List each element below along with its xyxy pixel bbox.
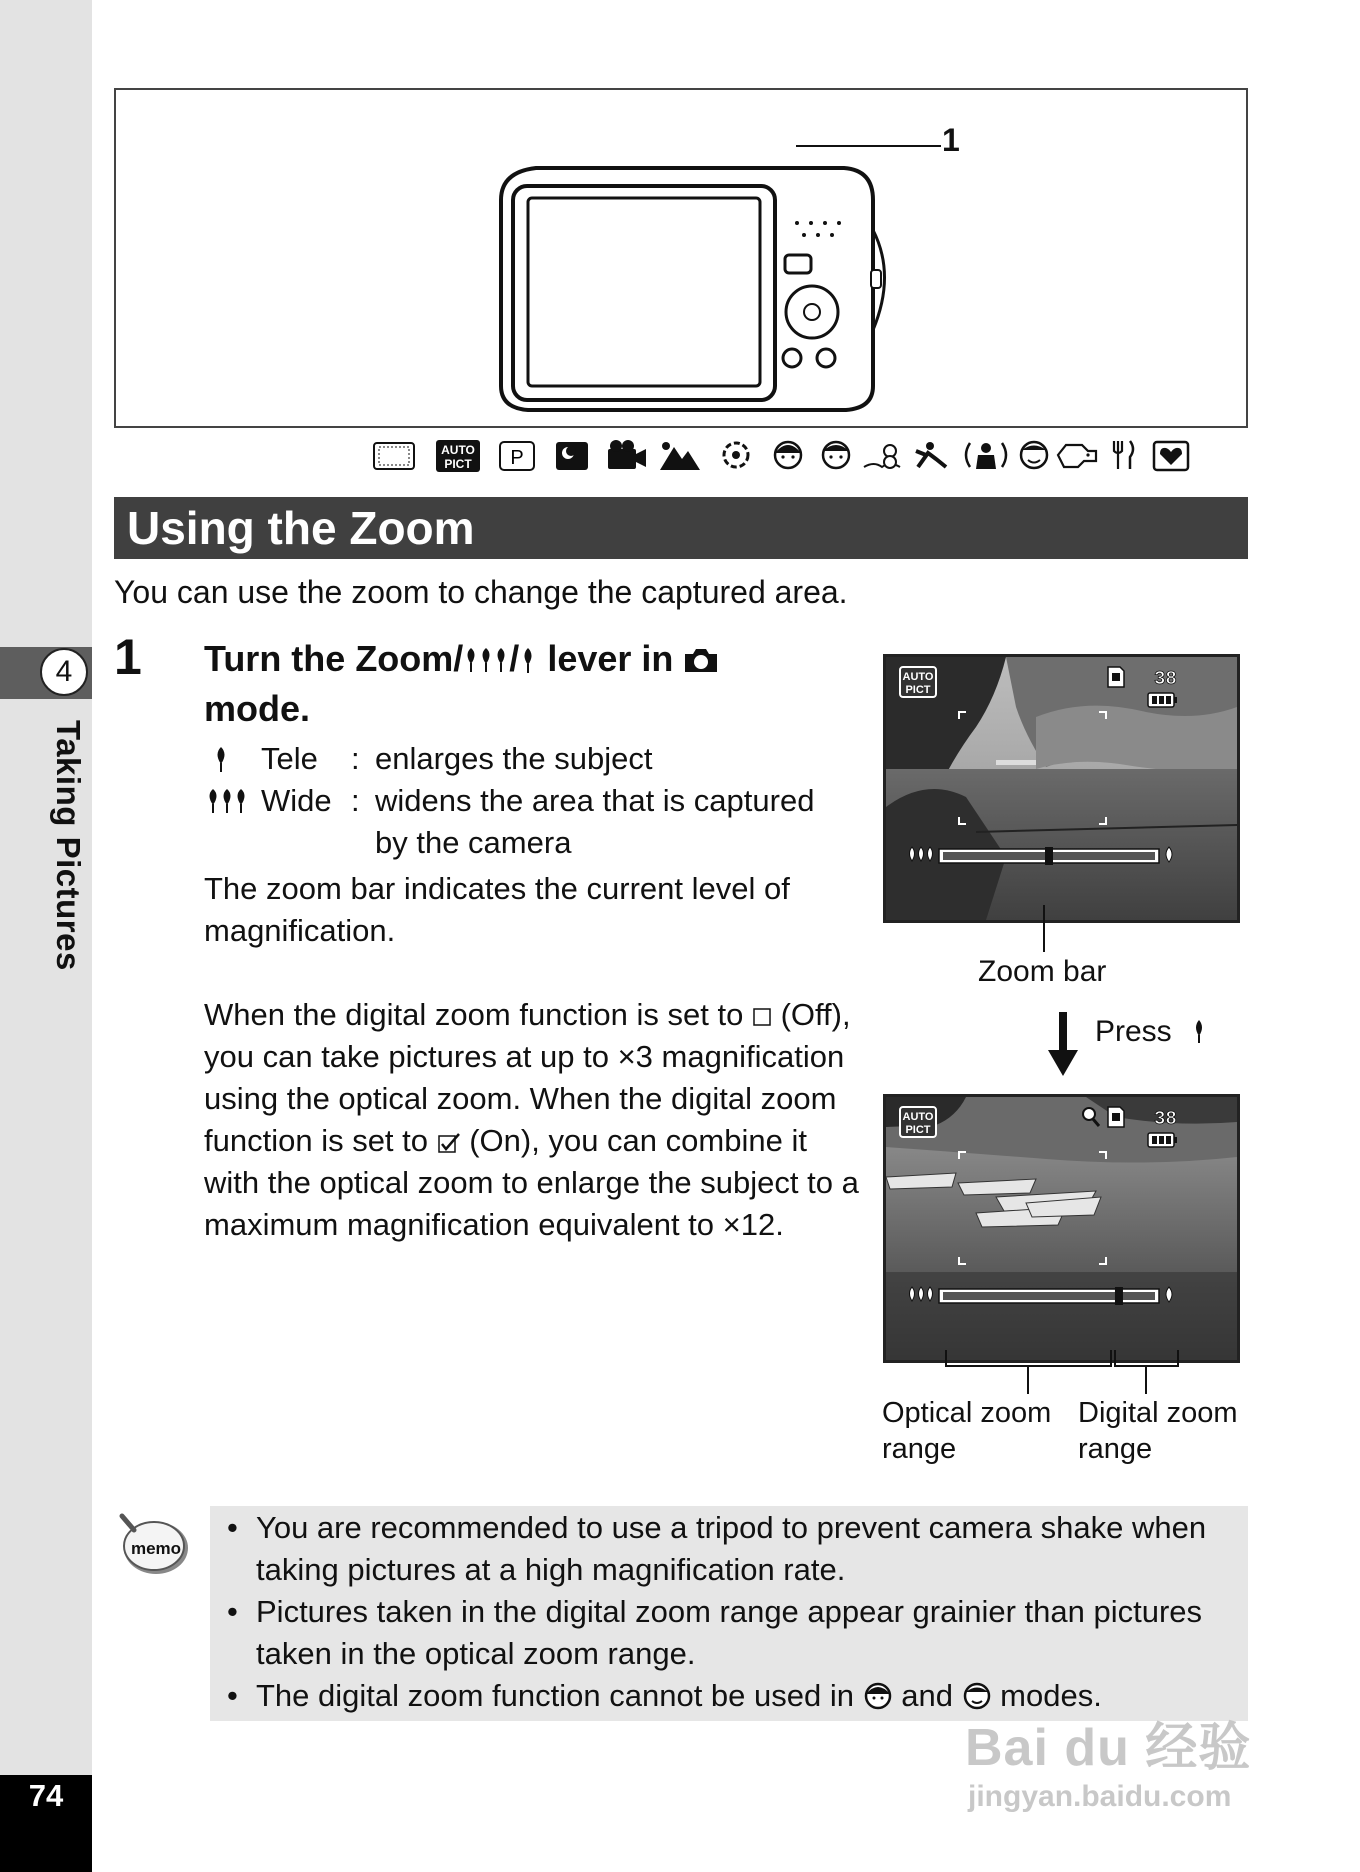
step-title [204, 634, 719, 734]
portrait-mode-icon [775, 442, 801, 468]
optical-label-line2: range [882, 1433, 957, 1465]
wide-label: Wide [261, 783, 332, 818]
step-title-line2: mode. [204, 688, 311, 729]
digital-label-line1: Digital zoom [1078, 1397, 1238, 1429]
lcd2-mode-badge-line2: PICT [905, 1124, 931, 1136]
checkbox-on-icon [437, 1132, 461, 1154]
zoom-bar-explanation: The zoom bar indicates the current level of magnification. [204, 871, 790, 948]
watermark-logo: Bai du 经验 [965, 1719, 1252, 1777]
step-title-part3: lever in [537, 638, 684, 679]
program-mode-icon [500, 442, 534, 470]
capture-mode-icon [683, 646, 719, 674]
zoom-range-brackets [940, 1350, 1190, 1400]
wide-description: widens the area that is captured [375, 783, 815, 818]
zoom-bar-leader-line [1030, 905, 1050, 955]
page-number: 74 [28, 1778, 64, 1813]
zoom-bar-wide-icon [910, 847, 933, 861]
lcd2-mode-badge-line1: AUTO [902, 1111, 934, 1123]
memo-icon-label: memo [130, 1539, 182, 1558]
memo-item3-text-a: The digital zoom function cannot be used in [256, 1678, 863, 1713]
wide-trees-icon [463, 646, 509, 674]
checkbox-off-icon [752, 1007, 772, 1027]
step-number: 1 [114, 629, 142, 685]
definition-colon: : [351, 741, 360, 776]
svg-text:AUTO: AUTO [441, 443, 475, 457]
surf-snow-mode-icon [864, 445, 900, 468]
digital-zoom-explanation [204, 994, 864, 1246]
memo-item: • You are recommended to use a tripod to prevent camera shake when taking pictures at a high magnification rate. [227, 1510, 1207, 1587]
frame-composite-mode-icon [1154, 442, 1188, 470]
digital-zoom-text-b: (Off), you can take pictures at up to ×3 magnification using the optical zoom. When the digital zoom function is set to [204, 997, 851, 1158]
tele-tree-icon [519, 646, 537, 674]
portrait-mode-icon [863, 1680, 893, 1710]
section-title: Using the Zoom [127, 502, 475, 554]
digital-zoom-range-label [1078, 1395, 1268, 1467]
tele-label: Tele [261, 741, 318, 776]
digital-zoom-text-a: When the digital zoom function is set to [204, 997, 752, 1032]
svg-text:PICT: PICT [444, 457, 472, 471]
auto-picture-mode-icon [436, 440, 480, 472]
lcd2-shots-remaining: 38 [1154, 1108, 1177, 1130]
svg-text:P: P [510, 447, 524, 469]
memo-item3-text-b: and [892, 1678, 962, 1713]
tele-description: enlarges the subject [375, 741, 653, 776]
natural-skin-tone-mode-icon [823, 442, 849, 468]
tele-tree-icon [213, 745, 229, 773]
movie-mode-icon [608, 440, 646, 469]
digital-zoom-text-c: (On), you can combine it with the optical zoom to enlarge the subject to a maximum magnification equivalent to ×12. [204, 1123, 859, 1242]
standard-mode-icon [374, 443, 414, 469]
lcd-preview-tele [883, 1094, 1240, 1363]
battery-icon [1148, 1133, 1177, 1147]
callout-label: 1 [942, 122, 960, 158]
night-scene-mode-icon [556, 442, 588, 470]
zoom-bar-marker [1045, 847, 1053, 865]
lcd1-shots-remaining: 38 [1154, 668, 1177, 690]
wide-trees-icon [206, 787, 248, 815]
memo-list [225, 1507, 1240, 1717]
flower-mode-icon [724, 443, 748, 467]
food-mode-icon [1114, 441, 1133, 469]
step-title-part2: / [509, 638, 520, 679]
memo-item: • Pictures taken in the digital zoom range appear grainier than pictures taken in the optical zoom range. [227, 1594, 1203, 1671]
definition-colon: : [351, 783, 360, 818]
lcd1-mode-badge-line1: AUTO [902, 671, 934, 683]
optical-zoom-range-label [882, 1395, 1072, 1467]
landscape-mode-icon [660, 442, 700, 470]
tele-tree-icon [1190, 1018, 1208, 1044]
step-title-part1: Turn the Zoom/ [204, 638, 464, 679]
lcd1-mode-badge-line2: PICT [905, 684, 931, 696]
zoom-bar-marker [1115, 1287, 1123, 1305]
press-label: Press [1095, 1015, 1172, 1048]
memo-icon [116, 1512, 196, 1582]
wide-description-line2: by the camera [375, 825, 572, 860]
lcd-preview-wide [883, 654, 1240, 923]
digital-sr-mode-icon [966, 443, 1006, 469]
intro-text: You can use the zoom to change the captured area. [114, 574, 848, 610]
digital-label-line2: range [1078, 1433, 1153, 1465]
arrow-down-icon [1046, 1012, 1080, 1076]
chapter-number: 4 [40, 648, 88, 696]
optical-label-line1: Optical zoom [882, 1397, 1052, 1429]
press-tele-instruction [1095, 1015, 1208, 1049]
memo-item3-text-c: modes. [991, 1678, 1102, 1713]
camera-illustration [116, 90, 1246, 426]
kids-mode-icon [1021, 442, 1047, 468]
camera-figure [114, 88, 1248, 428]
mode-icons-row [370, 437, 1250, 473]
zoom-bar-wide-icon [910, 1287, 933, 1301]
memory-card-icon [1108, 667, 1124, 687]
chapter-title: Taking Pictures [50, 720, 87, 971]
memo-item-text: You are recommended to use a tripod to prevent camera shake when taking pictures at a high magnification rate. [256, 1510, 1207, 1587]
memo-item-text: Pictures taken in the digital zoom range appear grainier than pictures taken in the optical zoom range. [256, 1594, 1203, 1671]
watermark-url: jingyan.baidu.com [968, 1780, 1232, 1813]
zoom-bar-label: Zoom bar [978, 955, 1107, 988]
memo-item: • The digital zoom function cannot be used in and modes. [227, 1678, 1102, 1713]
battery-icon [1148, 693, 1177, 707]
sport-mode-icon [916, 442, 946, 467]
pet-mode-icon [1058, 445, 1096, 467]
memory-card-icon [1108, 1107, 1124, 1127]
